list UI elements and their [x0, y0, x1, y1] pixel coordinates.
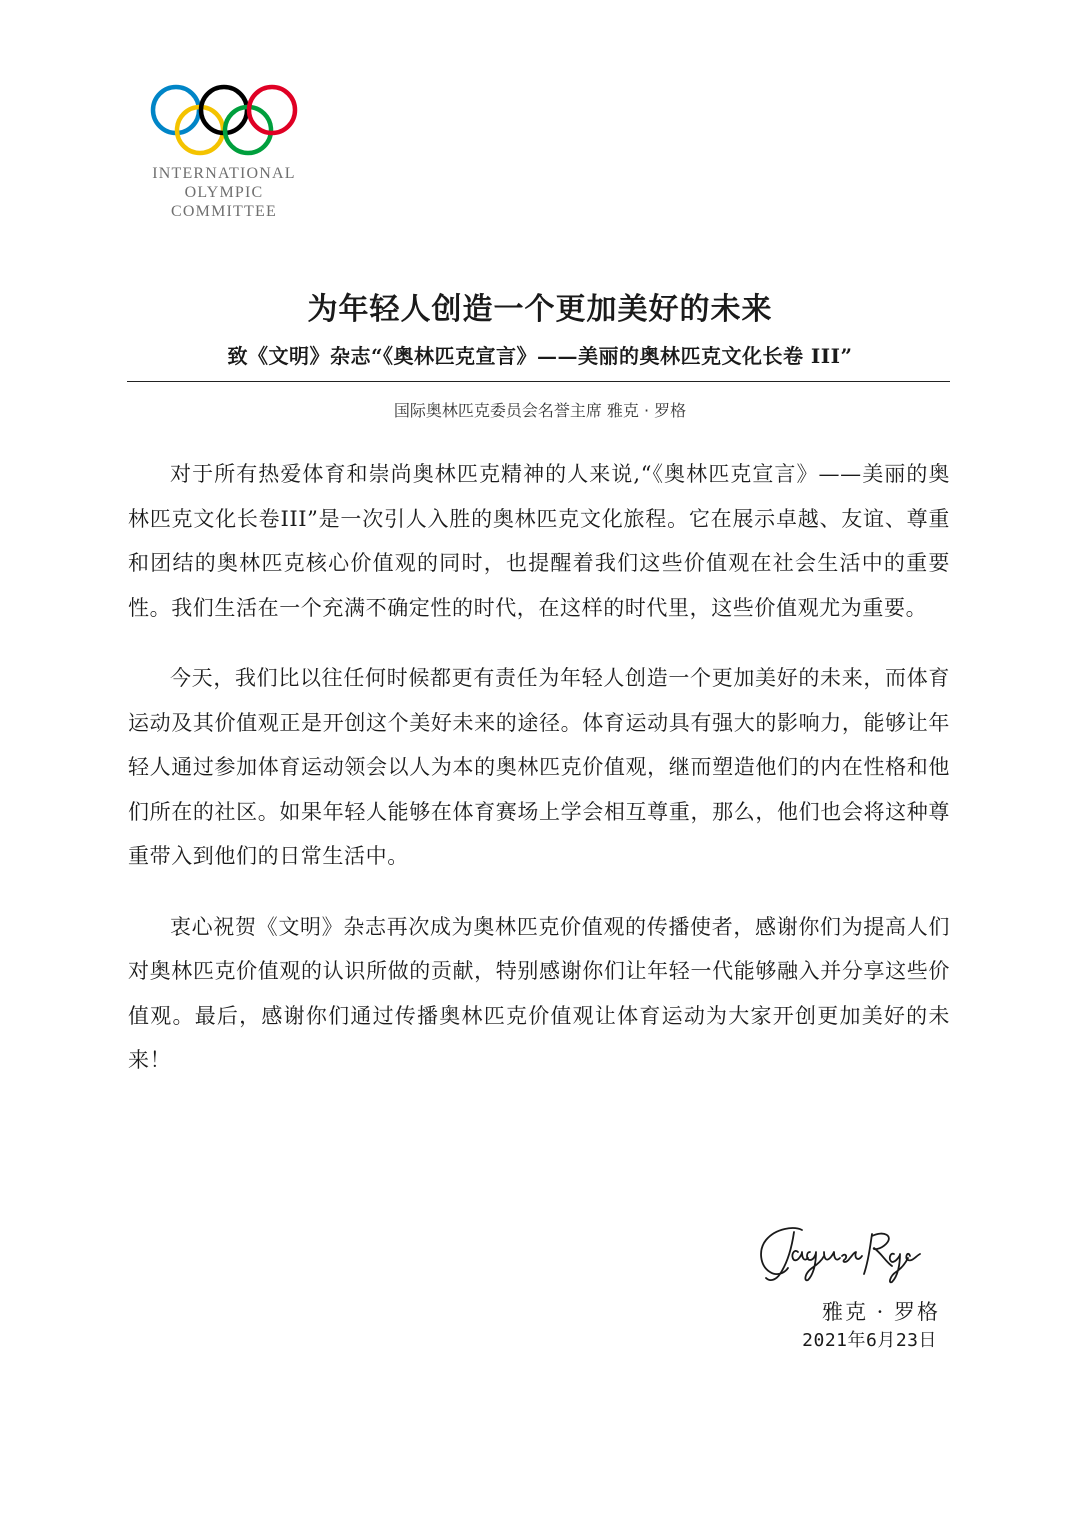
logo-line-1: INTERNATIONAL	[152, 165, 296, 182]
handwritten-signature	[754, 1222, 934, 1294]
letter-subtitle: 致《文明》杂志“《奥林匹克宣言》——美丽的奥林匹克文化长卷 III”	[227, 344, 853, 368]
ioc-logo	[138, 82, 310, 221]
signatory-name: 雅克 · 罗格	[821, 1300, 940, 1324]
letter-title: 为年轻人创造一个更加美好的未来	[307, 292, 773, 327]
olympic-rings-icon	[146, 82, 298, 158]
author-line: 国际奥林匹克委员会名誉主席 雅克 · 罗格	[393, 401, 687, 420]
body-paragraph-2: 今天，我们比以往任何时候都更有责任为年轻人创造一个更加美好的未来，而体育运动及其价值观正是开创这个美好未来的途径。体育运动具有强大的影响力，能够让年轻人通过参加体育运动领会以人为本的奥林匹克价值观，继而塑造他们的内在性格和他们所在的社区。如果年轻人能够在体育赛场上学会相互尊重，那么，他们也会将这种尊重带入到他们的日常生活中。	[128, 666, 950, 868]
header-divider	[127, 381, 950, 382]
logo-line-3: COMMITTEE	[171, 203, 277, 220]
logo-line-2: OLYMPIC	[184, 184, 264, 201]
ioc-wordmark	[138, 164, 310, 221]
body-paragraph-3: 衷心祝贺《文明》杂志再次成为奥林匹克价值观的传播使者，感谢你们为提高人们对奥林匹克价值观的认识所做的贡献，特别感谢你们让年轻一代能够融入并分享这些价值观。最后，感谢你们通过传播奥林匹克价值观让体育运动为大家开创更加美好的未来！	[128, 914, 950, 1072]
body-paragraph-1: 对于所有热爱体育和崇尚奥林匹克精神的人来说,“《奥林匹克宣言》——美丽的奥林匹克文化长卷III”是一次引人入胜的奥林匹克文化旅程。它在展示卓越、友谊、尊重和团结的奥林匹克核心价值观的同时，也提醒着我们这些价值观在社会生活中的重要性。我们生活在一个充满不确定性的时代，在这样的时代里，这些价值观尤为重要。	[128, 462, 950, 620]
signature-scribble	[754, 1222, 934, 1290]
letter-body	[128, 452, 950, 1109]
signature-date: 2021年6月23日	[802, 1330, 937, 1351]
